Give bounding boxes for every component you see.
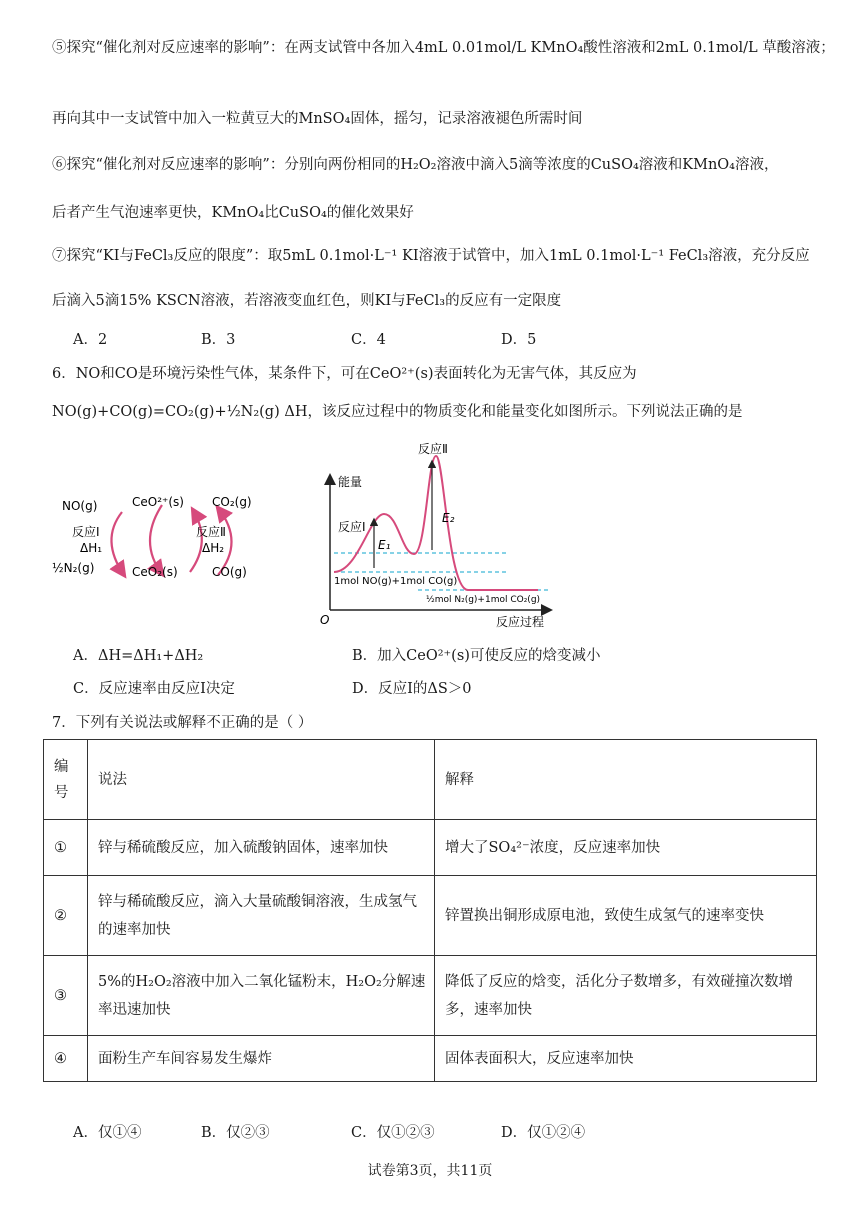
q7-choice-c[interactable]: C．仅①②③ bbox=[351, 1125, 435, 1141]
label-n2: ½N₂(g) bbox=[52, 561, 95, 575]
q6-stem-line1: 6．NO和CO是环境污染性气体，某条件下，可在CeO²⁺(s)表面转化为无害气体，其反应为 bbox=[52, 366, 637, 382]
row-number: ② bbox=[44, 876, 88, 956]
cycle-arrow-left bbox=[111, 512, 124, 575]
x-axis-label: 反应过程 bbox=[496, 615, 545, 629]
q6-stem-line2: NO(g)+CO(g)=CO₂(g)+½N₂(g) ΔH，该反应过程中的物质变化和能量变化如图所示。下列说法正确的是 bbox=[52, 404, 743, 420]
table-row bbox=[44, 820, 817, 876]
q6-choice-c[interactable]: C．反应速率由反应Ⅰ决定 bbox=[73, 681, 235, 697]
row-number: ④ bbox=[44, 1036, 88, 1082]
q5-choices bbox=[73, 330, 833, 350]
q6-choice-d[interactable]: D．反应Ⅰ的ΔS＞0 bbox=[352, 681, 472, 697]
label-reaction2: 反应Ⅱ bbox=[196, 525, 226, 539]
label-ceo2plus: CeO²⁺(s) bbox=[132, 495, 184, 509]
header-number: 编号 bbox=[44, 740, 88, 820]
row-statement: 锌与稀硫酸反应，加入硫酸钠固体，速率加快 bbox=[88, 820, 435, 876]
label-co2: CO₂(g) bbox=[212, 495, 252, 509]
label-no: NO(g) bbox=[62, 499, 98, 513]
page-footer: 试卷第3页，共11页 bbox=[367, 1163, 493, 1179]
row-explanation: 降低了反应的焓变，活化分子数增多，有效碰撞次数增多，速率加快 bbox=[435, 956, 817, 1036]
q5-choice-d[interactable]: D．5 bbox=[501, 332, 537, 348]
q5-choice-b[interactable]: B．3 bbox=[201, 332, 236, 348]
q5-item-6-line1: ⑥探究“催化剂对反应速率的影响”：分别向两份相同的H₂O₂溶液中滴入5滴等浓度的CuSO₄溶液和KMnO₄溶液， bbox=[52, 157, 779, 173]
peak2-label: 反应Ⅱ bbox=[418, 442, 448, 456]
table-row bbox=[44, 1036, 817, 1082]
peak1-label: 反应Ⅰ bbox=[338, 520, 366, 534]
row-explanation: 增大了SO₄²⁻浓度，反应速率加快 bbox=[435, 820, 817, 876]
table-row bbox=[44, 956, 817, 1036]
cycle-arrow-right-up bbox=[190, 510, 202, 572]
row-statement: 5%的H₂O₂溶液中加入二氧化锰粉末，H₂O₂分解速率迅速加快 bbox=[88, 956, 435, 1036]
q7-choice-d[interactable]: D．仅①②④ bbox=[501, 1125, 586, 1141]
table-row bbox=[44, 876, 817, 956]
products-label: ½mol N₂(g)+1mol CO₂(g) bbox=[426, 595, 541, 605]
header-explanation: 解释 bbox=[435, 740, 817, 820]
reactants-label: 1mol NO(g)+1mol CO(g) bbox=[334, 576, 458, 587]
q7-stem: 7．下列有关说法或解释不正确的是（ ） bbox=[52, 715, 313, 731]
q5-item-7-line1: ⑦探究“KI与FeCl₃反应的限度”：取5mL 0.1mol·L⁻¹ KI溶液于试管中，加入1mL 0.1mol·L⁻¹ FeCl₃溶液，充分反应 bbox=[52, 248, 810, 264]
reaction-cycle-diagram bbox=[50, 480, 280, 590]
table-header-row bbox=[44, 740, 817, 820]
row-explanation: 锌置换出铜形成原电池，致使生成氢气的速率变快 bbox=[435, 876, 817, 956]
label-ceo2: CeO₂(s) bbox=[132, 565, 178, 579]
q5-item-6-line2: 后者产生气泡速率更快，KMnO₄比CuSO₄的催化效果好 bbox=[52, 205, 414, 221]
row-number: ① bbox=[44, 820, 88, 876]
q7-choice-b[interactable]: B．仅②③ bbox=[201, 1125, 270, 1141]
e2-label: E₂ bbox=[442, 511, 455, 525]
row-number: ③ bbox=[44, 956, 88, 1036]
q7-choice-a[interactable]: A．仅①④ bbox=[73, 1125, 142, 1141]
row-explanation: 固体表面积大，反应速率加快 bbox=[435, 1036, 817, 1082]
q5-item-7-line2: 后滴入5滴15% KSCN溶液，若溶液变血红色，则KI与FeCl₃的反应有一定限度 bbox=[52, 293, 562, 309]
e1-label: E₁ bbox=[378, 538, 391, 552]
y-axis-label: 能量 bbox=[338, 475, 363, 489]
label-dh2: ΔH₂ bbox=[202, 541, 225, 555]
label-reaction1: 反应Ⅰ bbox=[72, 525, 100, 539]
label-dh1: ΔH₁ bbox=[80, 541, 103, 555]
header-statement: 说法 bbox=[88, 740, 435, 820]
q6-choice-b[interactable]: B．加入CeO²⁺(s)可使反应的焓变减小 bbox=[352, 648, 601, 664]
q5-choice-a[interactable]: A．2 bbox=[73, 332, 108, 348]
q7-table bbox=[43, 739, 817, 1082]
row-statement: 锌与稀硫酸反应，滴入大量硫酸铜溶液，生成氢气的速率加快 bbox=[88, 876, 435, 956]
q7-choices bbox=[73, 1123, 833, 1143]
origin-label: O bbox=[320, 613, 330, 627]
label-co: CO(g) bbox=[212, 565, 247, 579]
q5-choice-c[interactable]: C．4 bbox=[351, 332, 386, 348]
energy-profile-diagram bbox=[318, 438, 558, 633]
q6-choice-a[interactable]: A．ΔH=ΔH₁+ΔH₂ bbox=[73, 648, 204, 664]
q5-item-5-line1: ⑤探究“催化剂对反应速率的影响”：在两支试管中各加入4mL 0.01mol/L KMnO₄酸性溶液和2mL 0.1mol/L 草酸溶液； bbox=[52, 40, 835, 56]
row-statement: 面粉生产车间容易发生爆炸 bbox=[88, 1036, 435, 1082]
cycle-arrow-middle bbox=[150, 505, 162, 574]
q5-item-5-line2: 再向其中一支试管中加入一粒黄豆大的MnSO₄固体，摇匀，记录溶液褪色所需时间 bbox=[52, 111, 583, 127]
